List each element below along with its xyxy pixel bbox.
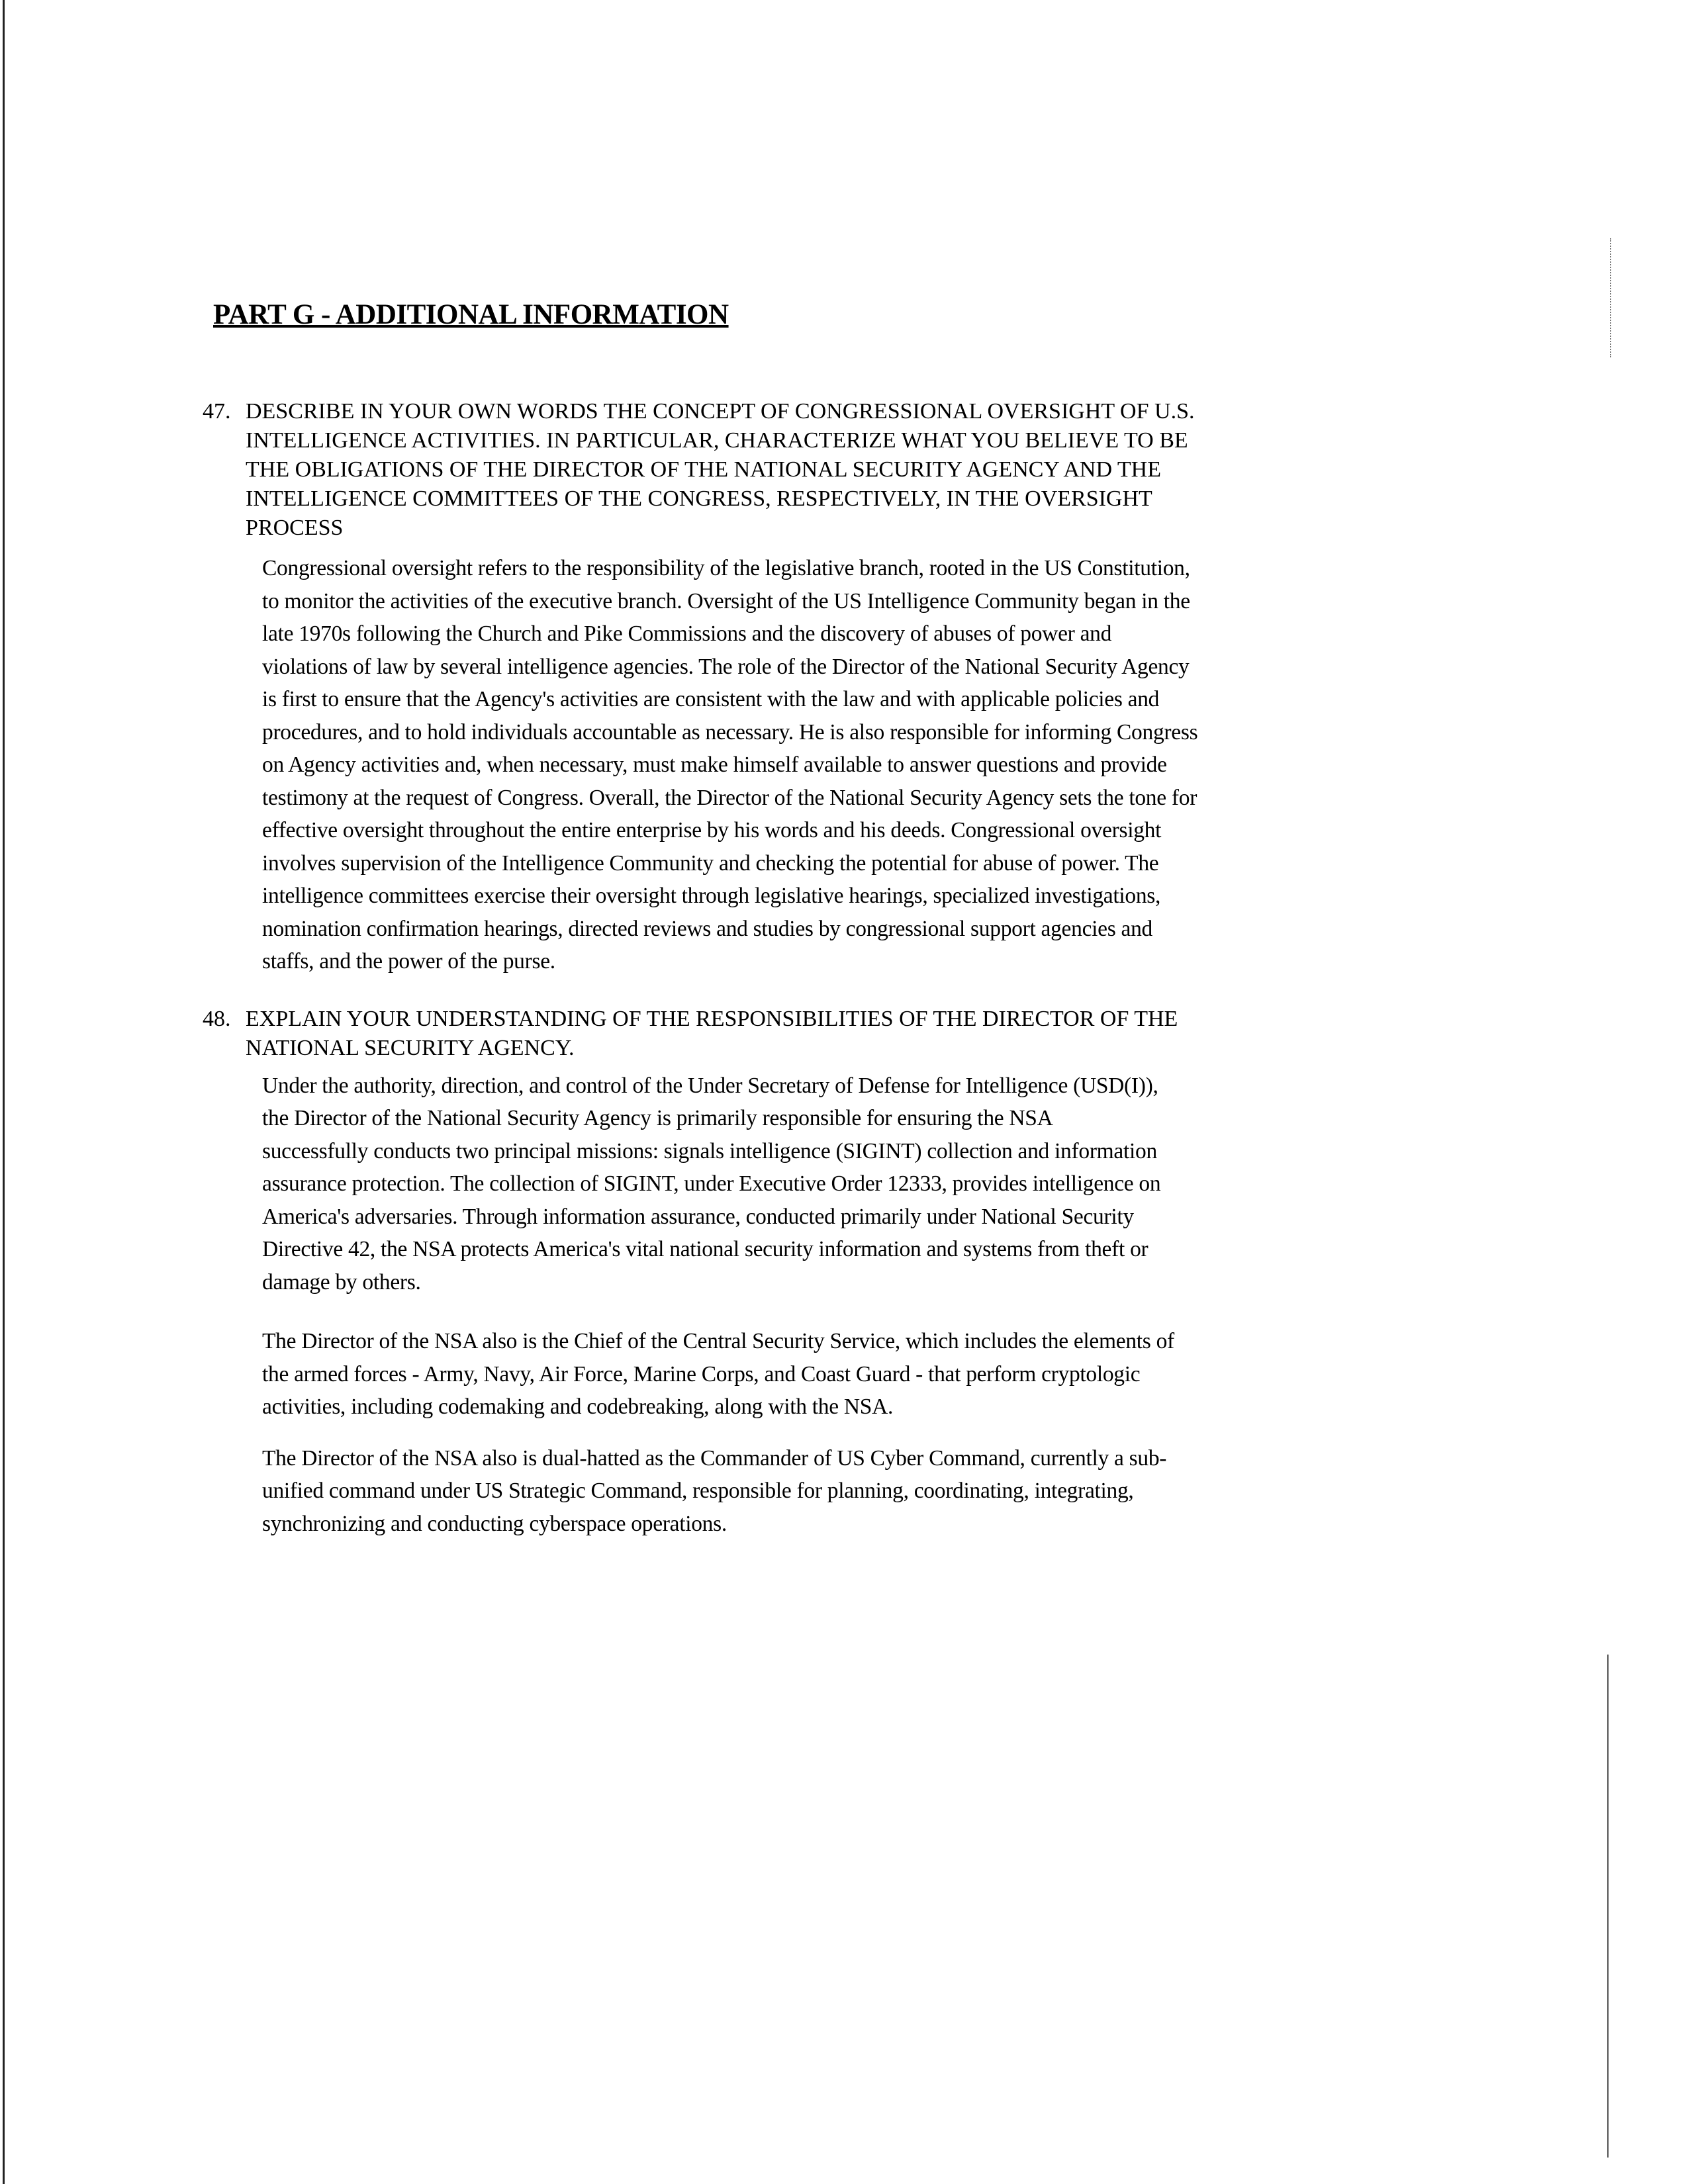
document-body xyxy=(203,296,1593,1540)
scan-edge-right-dotted xyxy=(1610,238,1611,357)
answer-line: procedures, and to hold individuals accountable as necessary. He is also responsible for informing Congress xyxy=(262,719,1198,745)
answer-line: staffs, and the power of the purse. xyxy=(262,949,555,974)
question-48 xyxy=(203,1005,1593,1063)
answer-line: nomination confirmation hearings, directed reviews and studies by congressional support agencies and xyxy=(262,916,1152,941)
question-47 xyxy=(203,397,1593,543)
answer-line: America's adversaries. Through information assurance, conducted primarily under National Security xyxy=(262,1204,1134,1229)
answer-line: involves supervision of the Intelligence Community and checking the potential for abuse of power. The xyxy=(262,850,1159,876)
answer-line: activities, including codemaking and codebreaking, along with the NSA. xyxy=(262,1394,894,1419)
answer-line: on Agency activities and, when necessary, must make himself available to answer questions and provide xyxy=(262,752,1167,777)
answer-48-paragraph-1 xyxy=(262,1069,1593,1299)
answer-line: the Director of the National Security Agency is primarily responsible for ensuring the NSA xyxy=(262,1106,1053,1130)
question-number: 47. xyxy=(203,399,231,424)
question-line: INTELLIGENCE ACTIVITIES. IN PARTICULAR, CHARACTERIZE WHAT YOU BELIEVE TO BE xyxy=(246,428,1188,453)
answer-line: to monitor the activities of the executive branch. Oversight of the US Intelligence Community began in the xyxy=(262,588,1190,614)
answer-47-paragraph-1 xyxy=(262,552,1593,978)
answer-line: violations of law by several intelligence agencies. The role of the Director of the National Security Agency xyxy=(262,654,1190,679)
answer-line: The Director of the NSA also is the Chief of the Central Security Service, which includes the elements of xyxy=(262,1329,1174,1353)
answer-line: Directive 42, the NSA protects America's vital national security information and systems from theft or xyxy=(262,1237,1149,1261)
question-text xyxy=(246,397,1593,543)
answer-48-paragraph-3 xyxy=(262,1442,1593,1541)
answer-line: successfully conducts two principal missions: signals intelligence (SIGINT) collection and information xyxy=(262,1138,1157,1163)
answer-line: effective oversight throughout the entire enterprise by his words and his deeds. Congressional oversight xyxy=(262,818,1162,842)
answer-line: late 1970s following the Church and Pike Commissions and the discovery of abuses of power and xyxy=(262,621,1112,646)
answer-line: synchronizing and conducting cyberspace operations. xyxy=(262,1511,727,1536)
question-line: INTELLIGENCE COMMITTEES OF THE CONGRESS, RESPECTIVELY, IN THE OVERSIGHT xyxy=(246,486,1152,511)
answer-line: damage by others. xyxy=(262,1269,421,1295)
answer-line: testimony at the request of Congress. Overall, the Director of the National Security Agency sets the tone for xyxy=(262,785,1197,810)
question-line: PROCESS xyxy=(246,516,344,540)
question-number: 48. xyxy=(203,1006,231,1031)
scan-edge-right xyxy=(1607,1655,1609,2158)
answer-line: assurance protection. The collection of SIGINT, under Executive Order 12333, provides intelligence on xyxy=(262,1171,1161,1196)
answer-line: Under the authority, direction, and control of the Under Secretary of Defense for Intelligence (USD(I)), xyxy=(262,1073,1158,1098)
question-line: NATIONAL SECURITY AGENCY. xyxy=(246,1035,575,1060)
question-line: DESCRIBE IN YOUR OWN WORDS THE CONCEPT OF CONGRESSIONAL OVERSIGHT OF U.S. xyxy=(246,399,1195,424)
answer-line: is first to ensure that the Agency's activities are consistent with the law and with applicable policies and xyxy=(262,687,1160,711)
answer-line: the armed forces - Army, Navy, Air Force, Marine Corps, and Coast Guard - that perform cryptologic xyxy=(262,1361,1141,1387)
question-text xyxy=(246,1005,1593,1063)
answer-line: Congressional oversight refers to the responsibility of the legislative branch, rooted in the US Constitution, xyxy=(262,556,1190,580)
section-heading: PART G - ADDITIONAL INFORMATION xyxy=(213,299,729,330)
question-line: THE OBLIGATIONS OF THE DIRECTOR OF THE NATIONAL SECURITY AGENCY AND THE xyxy=(246,457,1161,482)
answer-line: intelligence committees exercise their oversight through legislative hearings, specialized investigations, xyxy=(262,884,1161,908)
answer-line: unified command under US Strategic Command, responsible for planning, coordinating, integrating, xyxy=(262,1479,1134,1503)
scan-edge-left xyxy=(3,0,5,2184)
answer-line: The Director of the NSA also is dual-hatted as the Commander of US Cyber Command, currently a sub- xyxy=(262,1445,1167,1471)
question-line: EXPLAIN YOUR UNDERSTANDING OF THE RESPONSIBILITIES OF THE DIRECTOR OF THE xyxy=(246,1006,1178,1031)
answer-48-paragraph-2 xyxy=(262,1325,1593,1424)
